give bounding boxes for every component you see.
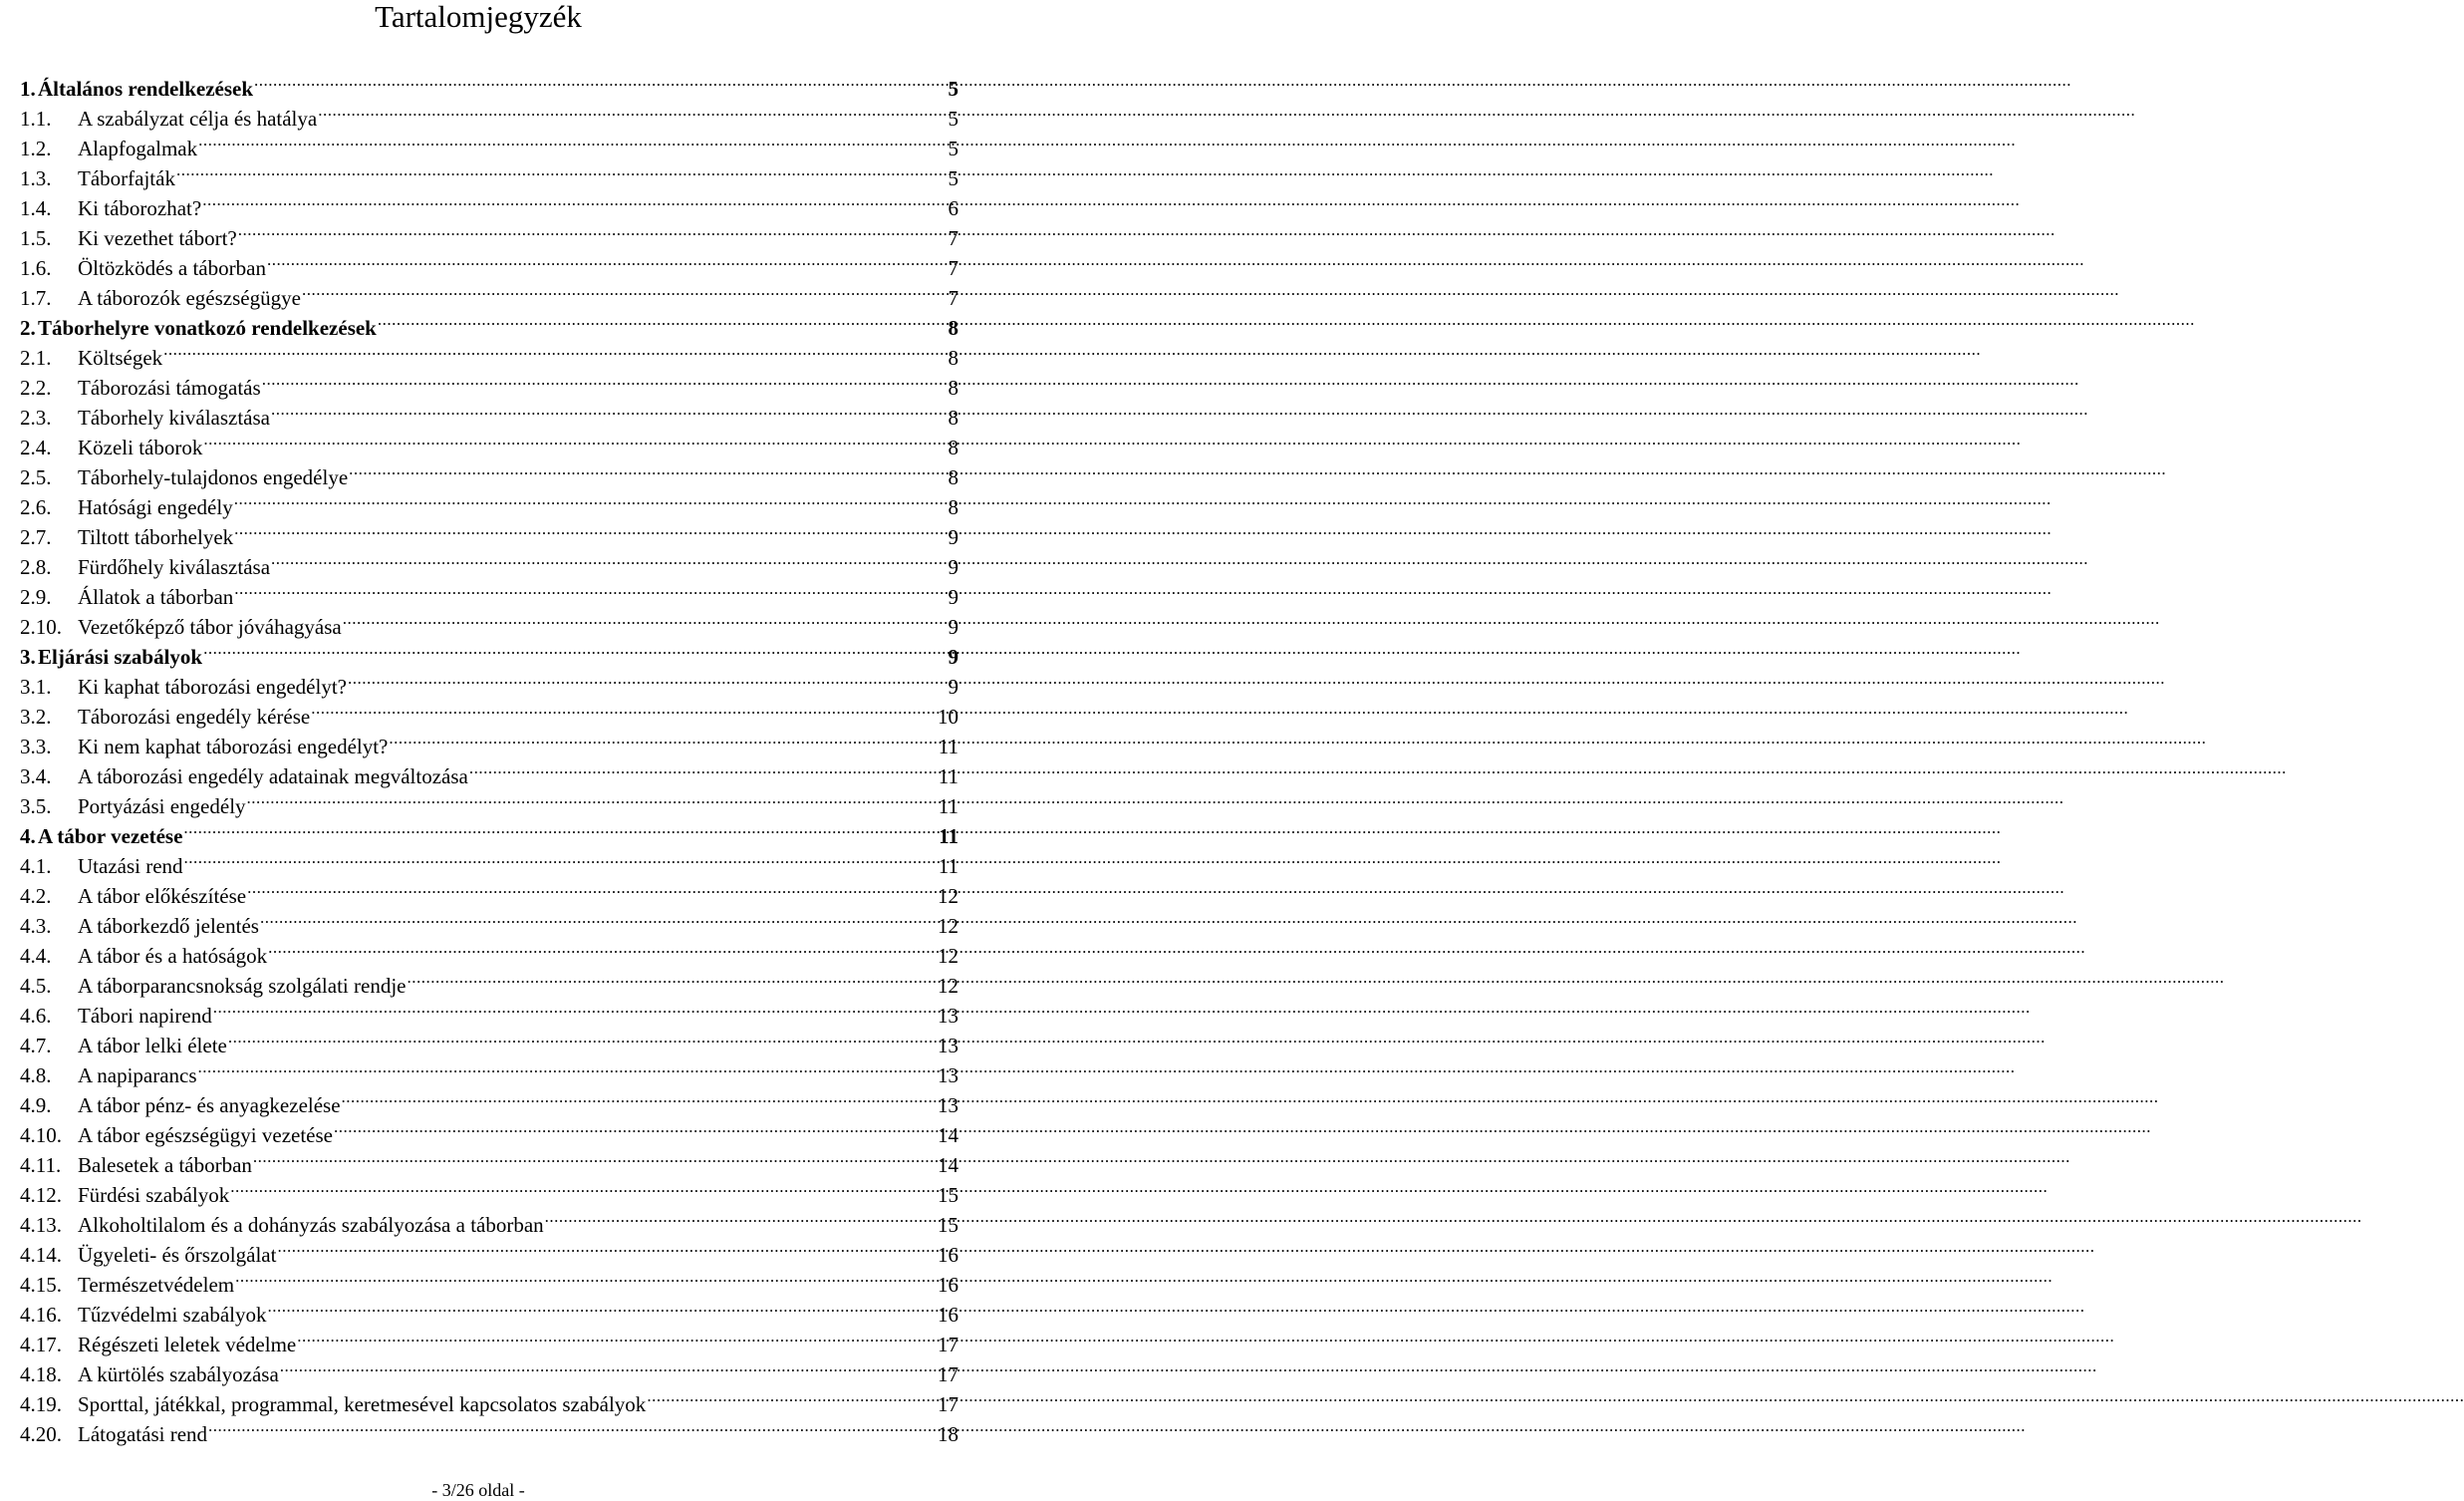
toc-entry-number: 4.9. bbox=[20, 1093, 52, 1117]
toc-entry-number: 4.14. bbox=[20, 1243, 62, 1267]
dot-leader bbox=[647, 1381, 937, 1411]
dot-leader bbox=[202, 185, 947, 215]
toc-entry-page-number: 8 bbox=[948, 376, 958, 400]
toc-entry-page-number: 18 bbox=[938, 1422, 958, 1446]
toc-entry-title: Állatok a táborban bbox=[78, 585, 234, 609]
toc-entry-title: A táborkezdő jelentés bbox=[78, 914, 259, 938]
toc-entry-page-number: 9 bbox=[948, 525, 958, 549]
dot-leader bbox=[318, 96, 947, 126]
toc-entry-number: 4.18. bbox=[20, 1362, 62, 1386]
toc-entry-number: 1.5. bbox=[20, 226, 52, 250]
toc-entry-title: A napiparancs bbox=[78, 1063, 197, 1087]
toc-entry-title: Utazási rend bbox=[78, 854, 183, 878]
toc-entry-page-number: 16 bbox=[938, 1243, 958, 1267]
toc-entry-page-number: 12 bbox=[938, 944, 958, 968]
toc-entry-number: 2.2. bbox=[20, 376, 52, 400]
toc-entry-page-number: 11 bbox=[938, 794, 958, 818]
dot-leader bbox=[247, 873, 937, 903]
toc-entry-page-number: 9 bbox=[948, 645, 958, 669]
dot-leader bbox=[407, 963, 937, 993]
dot-leader bbox=[176, 155, 948, 185]
dot-leader bbox=[334, 1112, 937, 1142]
toc-entry-number: 4.3. bbox=[20, 914, 52, 938]
toc-entry-number: 3.2. bbox=[20, 705, 52, 729]
toc-entry-title: Táborhely-tulajdonos engedélye bbox=[78, 465, 349, 489]
toc-entry-page-number: 8 bbox=[948, 346, 958, 370]
toc-entry-number: 4. bbox=[20, 824, 36, 848]
toc-entry-number: 4.6. bbox=[20, 1004, 52, 1028]
toc-section-entry[interactable] bbox=[20, 66, 958, 101]
toc-entry-number: 2.5. bbox=[20, 465, 52, 489]
toc-entry-page-number: 9 bbox=[948, 615, 958, 639]
toc-entry-page-number: 9 bbox=[948, 675, 958, 699]
toc-entry-title: A táborparancsnokság szolgálati rendje bbox=[78, 974, 407, 998]
toc-entry-page-number: 7 bbox=[948, 226, 958, 250]
toc-entry-title: A tábor előkészítése bbox=[78, 884, 247, 908]
toc-entry-page-number: 13 bbox=[938, 1004, 958, 1028]
toc-entry-page-number: 9 bbox=[948, 585, 958, 609]
dot-leader bbox=[378, 305, 948, 335]
toc-entry-number: 3.1. bbox=[20, 675, 52, 699]
toc-entry-page-number: 16 bbox=[938, 1303, 958, 1327]
toc-entry-title: Fürdési szabályok bbox=[78, 1183, 230, 1207]
toc-entry-number: 3.4. bbox=[20, 764, 52, 788]
toc-entry-title: Ki vezethet tábort? bbox=[78, 226, 237, 250]
toc-entry-number: 4.16. bbox=[20, 1303, 62, 1327]
toc-entry-number: 3.5. bbox=[20, 794, 52, 818]
toc-entry-number: 2.6. bbox=[20, 495, 52, 519]
dot-leader bbox=[302, 275, 948, 305]
dot-leader bbox=[267, 245, 948, 275]
toc-entry-title: Balesetek a táborban bbox=[78, 1153, 252, 1177]
toc-entry-title: Ki kaphat táborozási engedélyt? bbox=[78, 675, 347, 699]
toc-entry-number: 4.5. bbox=[20, 974, 52, 998]
toc-entry-page-number: 12 bbox=[938, 974, 958, 998]
dot-leader bbox=[349, 454, 947, 484]
dot-leader bbox=[234, 574, 947, 604]
dot-leader bbox=[545, 1202, 937, 1232]
dot-leader bbox=[342, 1082, 937, 1112]
toc-entry-number: 1.4. bbox=[20, 196, 52, 220]
dot-leader bbox=[234, 514, 947, 544]
toc-entry-page-number: 12 bbox=[938, 914, 958, 938]
dot-leader bbox=[343, 604, 948, 634]
toc-entry-page-number: 11 bbox=[939, 824, 958, 848]
toc-entry-title: Hatósági engedély bbox=[78, 495, 233, 519]
toc-entry-page-number: 13 bbox=[938, 1093, 958, 1117]
dot-leader bbox=[234, 484, 948, 514]
dot-leader bbox=[235, 1262, 937, 1292]
toc-entry-number: 1.2. bbox=[20, 137, 52, 160]
toc-entry-number: 1.6. bbox=[20, 256, 52, 280]
toc-entry-page-number: 15 bbox=[938, 1183, 958, 1207]
toc-entry-title: Táborhelyre vonatkozó rendelkezések bbox=[38, 316, 377, 340]
toc-entry-page-number: 17 bbox=[938, 1362, 958, 1386]
toc-entry-title: A tábor és a hatóságok bbox=[78, 944, 268, 968]
toc-entry-title: A kürtölés szabályozása bbox=[78, 1362, 279, 1386]
dot-leader bbox=[163, 335, 947, 365]
dot-leader bbox=[268, 933, 937, 963]
toc-entry-number: 2.1. bbox=[20, 346, 52, 370]
page-footer: - 3/26 oldal - bbox=[431, 1480, 525, 1500]
toc-entry-page-number: 7 bbox=[948, 256, 958, 280]
toc-entry-title: A tábor egészségügyi vezetése bbox=[78, 1123, 333, 1147]
toc-entry-number: 4.13. bbox=[20, 1213, 62, 1237]
dot-leader bbox=[203, 634, 947, 664]
toc-entry-page-number: 14 bbox=[938, 1153, 958, 1177]
toc-entry-number: 2.10. bbox=[20, 615, 62, 639]
dot-leader bbox=[247, 783, 938, 813]
toc-entry-number: 4.1. bbox=[20, 854, 52, 878]
toc-entry-page-number: 10 bbox=[938, 705, 958, 729]
toc-entry-page-number: 17 bbox=[938, 1333, 958, 1356]
dot-leader bbox=[277, 1232, 937, 1262]
dot-leader bbox=[228, 1023, 937, 1052]
dot-leader bbox=[469, 753, 938, 783]
toc-entry-number: 2.7. bbox=[20, 525, 52, 549]
dot-leader bbox=[268, 1292, 937, 1322]
toc-entry-title: Ki táborozhat? bbox=[78, 196, 202, 220]
toc-entry-page-number: 9 bbox=[948, 555, 958, 579]
toc-entry-title: A tábor lelki élete bbox=[78, 1034, 227, 1057]
toc-entry-title: Öltözködés a táborban bbox=[78, 256, 266, 280]
toc-entry-number: 1.7. bbox=[20, 286, 52, 310]
toc-entry-number: 4.11. bbox=[20, 1153, 62, 1177]
dot-leader bbox=[208, 1411, 937, 1441]
dot-leader bbox=[253, 1142, 937, 1172]
toc-entry-number: 4.17. bbox=[20, 1333, 62, 1356]
toc-entry-number: 4.15. bbox=[20, 1273, 62, 1297]
toc-entry-title: Alkoholtilalom és a dohányzás szabályozása a táborban bbox=[78, 1213, 544, 1237]
dot-leader bbox=[213, 993, 937, 1023]
dot-leader bbox=[280, 1351, 937, 1381]
dot-leader bbox=[271, 544, 947, 574]
toc-entry-page-number: 5 bbox=[948, 166, 958, 190]
toc-entry-page-number: 8 bbox=[948, 495, 958, 519]
toc-entry-title: Közeli táborok bbox=[78, 436, 203, 459]
dot-leader bbox=[348, 664, 948, 694]
dot-leader bbox=[238, 215, 948, 245]
toc-entry-title: Alapfogalmak bbox=[78, 137, 198, 160]
toc-entry-title: A szabályzat célja és hatálya bbox=[78, 107, 318, 131]
toc-entry-title: Tábori napirend bbox=[78, 1004, 212, 1028]
toc-entry-page-number: 11 bbox=[938, 854, 958, 878]
toc-entry-page-number: 16 bbox=[938, 1273, 958, 1297]
toc-entry-page-number: 5 bbox=[948, 137, 958, 160]
toc-entry-number: 4.7. bbox=[20, 1034, 52, 1057]
toc-entry-number: 4.8. bbox=[20, 1063, 52, 1087]
toc-entry-number: 4.12. bbox=[20, 1183, 62, 1207]
toc-entry-title: A táborozási engedély adatainak megváltozása bbox=[78, 764, 468, 788]
toc-entry-title: Látogatási rend bbox=[78, 1422, 208, 1446]
toc-entry-title: Tűzvédelmi szabályok bbox=[78, 1303, 267, 1327]
toc-entry-page-number: 5 bbox=[948, 77, 958, 101]
toc-entry-number: 3. bbox=[20, 645, 36, 669]
table-of-contents bbox=[20, 66, 958, 1446]
dot-leader bbox=[297, 1322, 937, 1351]
toc-entry-title: Általános rendelkezések bbox=[38, 77, 254, 101]
toc-entry-number: 1.3. bbox=[20, 166, 52, 190]
dot-leader bbox=[230, 1172, 937, 1202]
toc-entry-title: Ki nem kaphat táborozási engedélyt? bbox=[78, 735, 389, 758]
dot-leader bbox=[311, 694, 937, 724]
toc-entry-page-number: 13 bbox=[938, 1034, 958, 1057]
toc-entry-title: Sporttal, játékkal, programmal, keretmesével kapcsolatos szabályok bbox=[78, 1392, 647, 1416]
dot-leader bbox=[198, 126, 947, 155]
toc-entry-number: 3.3. bbox=[20, 735, 52, 758]
toc-entry-page-number: 7 bbox=[948, 286, 958, 310]
toc-entry-page-number: 14 bbox=[938, 1123, 958, 1147]
toc-entry-title: Táborfajták bbox=[78, 166, 175, 190]
toc-entry-title: Költségek bbox=[78, 346, 163, 370]
toc-entry-number: 2.9. bbox=[20, 585, 52, 609]
toc-entry-title: Táborhely kiválasztása bbox=[78, 406, 270, 430]
dot-leader bbox=[198, 1052, 937, 1082]
toc-entry-page-number: 13 bbox=[938, 1063, 958, 1087]
toc-entry-title: A táborozók egészségügye bbox=[78, 286, 301, 310]
toc-entry-title: Táborozási engedély kérése bbox=[78, 705, 311, 729]
toc-entry-page-number: 11 bbox=[938, 764, 958, 788]
dot-leader bbox=[183, 813, 938, 843]
toc-entry-number: 2.3. bbox=[20, 406, 52, 430]
toc-entry-number: 2.4. bbox=[20, 436, 52, 459]
toc-entry-page-number: 8 bbox=[948, 316, 958, 340]
toc-entry-title: Portyázási engedély bbox=[78, 794, 246, 818]
toc-entry-title: Fürdőhely kiválasztása bbox=[78, 555, 271, 579]
toc-entry-page-number: 8 bbox=[948, 465, 958, 489]
toc-entry-page-number: 6 bbox=[948, 196, 958, 220]
toc-entry-title: Eljárási szabályok bbox=[38, 645, 203, 669]
dot-leader bbox=[271, 395, 948, 425]
dot-leader bbox=[260, 903, 937, 933]
dot-leader bbox=[203, 425, 947, 454]
toc-entry-number: 1.1. bbox=[20, 107, 52, 131]
toc-entry-number: 1. bbox=[20, 77, 36, 101]
toc-entry-page-number: 15 bbox=[938, 1213, 958, 1237]
toc-entry-title: Természetvédelem bbox=[78, 1273, 235, 1297]
toc-entry-number: 2. bbox=[20, 316, 36, 340]
page-title: Tartalomjegyzék bbox=[375, 0, 582, 34]
toc-entry-number: 4.2. bbox=[20, 884, 52, 908]
dot-leader bbox=[254, 66, 947, 96]
toc-entry-title: Táborozási támogatás bbox=[78, 376, 261, 400]
toc-entry-page-number: 5 bbox=[948, 107, 958, 131]
dot-leader bbox=[389, 724, 937, 753]
toc-entry-title: Régészeti leletek védelme bbox=[78, 1333, 297, 1356]
toc-entry-title: Tiltott táborhelyek bbox=[78, 525, 234, 549]
toc-entry-title: A tábor pénz- és anyagkezelése bbox=[78, 1093, 341, 1117]
dot-leader bbox=[262, 365, 948, 395]
toc-entry-number: 4.20. bbox=[20, 1422, 62, 1446]
toc-entry-page-number: 8 bbox=[948, 406, 958, 430]
toc-entry-page-number: 12 bbox=[938, 884, 958, 908]
toc-entry-title: Vezetőképző tábor jóváhagyása bbox=[78, 615, 342, 639]
toc-entry-page-number: 8 bbox=[948, 436, 958, 459]
toc-entry-title: Ügyeleti- és őrszolgálat bbox=[78, 1243, 277, 1267]
toc-entry-number: 4.10. bbox=[20, 1123, 62, 1147]
toc-entry-number: 4.4. bbox=[20, 944, 52, 968]
toc-entry-page-number: 17 bbox=[938, 1392, 958, 1416]
toc-entry-page-number: 11 bbox=[938, 735, 958, 758]
toc-entry-title: A tábor vezetése bbox=[38, 824, 183, 848]
toc-entry-number: 2.8. bbox=[20, 555, 52, 579]
toc-entry-number: 4.19. bbox=[20, 1392, 62, 1416]
dot-leader bbox=[184, 843, 938, 873]
